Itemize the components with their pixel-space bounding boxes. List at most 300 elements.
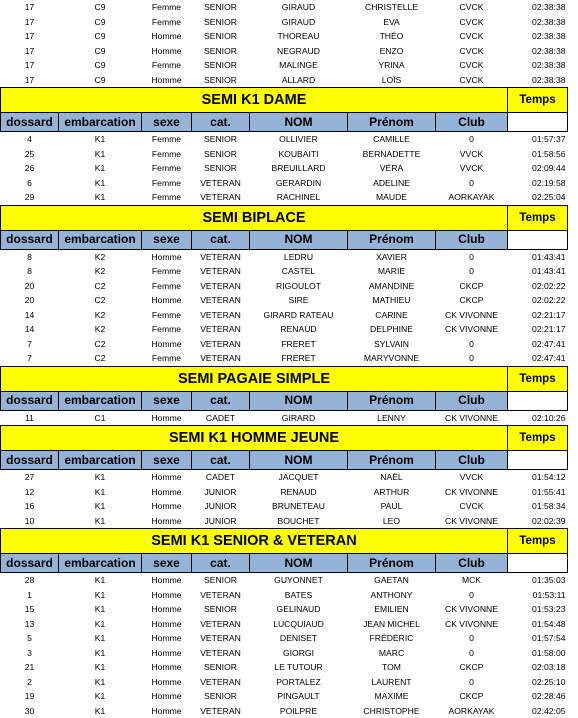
result-row [1, 470, 568, 485]
cell-cat: VETERAN [192, 176, 250, 191]
cell-club: CK VIVONNE [436, 485, 508, 500]
cell-sexe: Homme [142, 29, 192, 44]
cell-sexe: Femme [142, 351, 192, 366]
cell-temps: 02:38:38 [508, 0, 568, 15]
cell-embarcation: K1 [59, 660, 142, 675]
result-row [1, 176, 568, 191]
result-row [1, 322, 568, 337]
result-row [1, 588, 568, 603]
column-header-blank [508, 391, 568, 410]
result-row [1, 485, 568, 500]
cell-embarcation: C9 [59, 73, 142, 88]
cell-embarcation: C9 [59, 58, 142, 73]
cell-dossard: 20 [1, 279, 59, 294]
column-header-blank [508, 113, 568, 132]
cell-nom: GELINAUD [250, 602, 348, 617]
column-header-row [1, 230, 568, 249]
result-row [1, 514, 568, 529]
cell-dossard: 30 [1, 704, 59, 718]
column-header-nom: NOM [250, 113, 348, 132]
cell-temps: 01:57:54 [508, 631, 568, 646]
cell-club: 0 [436, 675, 508, 690]
cell-temps: 02:03:18 [508, 660, 568, 675]
column-header-embarcation: embarcation [59, 451, 142, 470]
column-header-row [1, 451, 568, 470]
cell-cat: VETERAN [192, 279, 250, 294]
cell-prenom: LOÏS [348, 73, 436, 88]
cell-cat: VETERAN [192, 631, 250, 646]
cell-club: CK VIVONNE [436, 514, 508, 529]
cell-nom: RENAUD [250, 322, 348, 337]
cell-sexe: Homme [142, 470, 192, 485]
column-header-embarcation: embarcation [59, 391, 142, 410]
column-header-sexe: sexe [142, 230, 192, 249]
cell-dossard: 12 [1, 485, 59, 500]
cell-nom: PORTALEZ [250, 675, 348, 690]
cell-prenom: PAUL [348, 499, 436, 514]
cell-embarcation: K1 [59, 470, 142, 485]
cell-embarcation: K1 [59, 675, 142, 690]
cell-temps: 02:02:22 [508, 279, 568, 294]
column-header-row [1, 113, 568, 132]
cell-club: CKCP [436, 293, 508, 308]
cell-dossard: 26 [1, 161, 59, 176]
cell-dossard: 4 [1, 132, 59, 147]
cell-prenom: CHRISTELLE [348, 0, 436, 15]
column-header-cat: cat. [192, 230, 250, 249]
cell-cat: SENIOR [192, 29, 250, 44]
cell-prenom: MATHIEU [348, 293, 436, 308]
cell-dossard: 27 [1, 470, 59, 485]
cell-temps: 01:53:11 [508, 588, 568, 603]
cell-cat: VETERAN [192, 190, 250, 205]
cell-sexe: Homme [142, 675, 192, 690]
cell-dossard: 6 [1, 176, 59, 191]
cell-club: MCK [436, 573, 508, 588]
result-row [1, 29, 568, 44]
cell-sexe: Femme [142, 132, 192, 147]
cell-embarcation: K1 [59, 631, 142, 646]
column-header-dossard: dossard [1, 113, 59, 132]
cell-nom: BOUCHET [250, 514, 348, 529]
cell-sexe: Homme [142, 73, 192, 88]
cell-sexe: Homme [142, 588, 192, 603]
column-header-embarcation: embarcation [59, 230, 142, 249]
result-row [1, 132, 568, 147]
cell-sexe: Homme [142, 410, 192, 426]
cell-embarcation: K1 [59, 176, 142, 191]
cell-sexe: Homme [142, 631, 192, 646]
cell-prenom: TOM [348, 660, 436, 675]
results-table-body [1, 0, 568, 718]
cell-nom: GIRAUD [250, 0, 348, 15]
column-header-blank [508, 451, 568, 470]
result-row [1, 675, 568, 690]
cell-temps: 01:35:03 [508, 573, 568, 588]
cell-cat: JUNIOR [192, 514, 250, 529]
cell-prenom: MAUDE [348, 190, 436, 205]
cell-nom: CASTEL [250, 264, 348, 279]
cell-sexe: Femme [142, 308, 192, 323]
cell-dossard: 17 [1, 73, 59, 88]
cell-club: 0 [436, 631, 508, 646]
cell-sexe: Homme [142, 573, 192, 588]
cell-prenom: BERNADETTE [348, 147, 436, 162]
cell-embarcation: K1 [59, 132, 142, 147]
column-header-sexe: sexe [142, 451, 192, 470]
section-title-row [1, 529, 568, 554]
cell-club: CK VIVONNE [436, 322, 508, 337]
column-header-embarcation: embarcation [59, 113, 142, 132]
cell-sexe: Homme [142, 337, 192, 352]
cell-temps: 02:25:10 [508, 675, 568, 690]
column-header-dossard: dossard [1, 451, 59, 470]
cell-nom: ALLARD [250, 73, 348, 88]
cell-nom: GUYONNET [250, 573, 348, 588]
column-header-nom: NOM [250, 554, 348, 573]
cell-temps: 01:53:23 [508, 602, 568, 617]
cell-cat: VETERAN [192, 322, 250, 337]
result-row [1, 646, 568, 661]
column-header-club: Club [436, 230, 508, 249]
cell-temps: 02:19:58 [508, 176, 568, 191]
cell-nom: RENAUD [250, 485, 348, 500]
cell-embarcation: C9 [59, 44, 142, 59]
cell-prenom: MARC [348, 646, 436, 661]
cell-cat: SENIOR [192, 660, 250, 675]
cell-cat: VETERAN [192, 646, 250, 661]
cell-club: VVCK [436, 470, 508, 485]
cell-nom: LEDRU [250, 249, 348, 264]
cell-club: CKCP [436, 660, 508, 675]
cell-temps: 02:38:38 [508, 58, 568, 73]
cell-club: CVCK [436, 73, 508, 88]
result-row [1, 190, 568, 205]
cell-embarcation: C9 [59, 29, 142, 44]
result-row [1, 602, 568, 617]
cell-nom: RACHINEL [250, 190, 348, 205]
result-row [1, 689, 568, 704]
cell-embarcation: K2 [59, 264, 142, 279]
cell-cat: SENIOR [192, 73, 250, 88]
cell-dossard: 19 [1, 689, 59, 704]
result-row [1, 0, 568, 15]
cell-cat: VETERAN [192, 337, 250, 352]
cell-club: 0 [436, 176, 508, 191]
cell-embarcation: K1 [59, 704, 142, 718]
cell-dossard: 8 [1, 264, 59, 279]
section-title-row [1, 366, 568, 391]
cell-club: CK VIVONNE [436, 617, 508, 632]
section-title-row [1, 88, 568, 113]
cell-nom: BATES [250, 588, 348, 603]
cell-prenom: GAETAN [348, 573, 436, 588]
cell-sexe: Femme [142, 322, 192, 337]
cell-cat: VETERAN [192, 264, 250, 279]
cell-cat: SENIOR [192, 602, 250, 617]
cell-nom: GIRARD [250, 410, 348, 426]
cell-club: AORKAYAK [436, 704, 508, 718]
cell-embarcation: K1 [59, 602, 142, 617]
cell-dossard: 2 [1, 675, 59, 690]
cell-nom: GIRAUD [250, 15, 348, 30]
cell-temps: 02:25:04 [508, 190, 568, 205]
column-header-club: Club [436, 554, 508, 573]
cell-temps: 02:38:38 [508, 44, 568, 59]
temps-header: Temps [508, 205, 568, 230]
cell-sexe: Femme [142, 15, 192, 30]
cell-prenom: MARYVONNE [348, 351, 436, 366]
cell-embarcation: K2 [59, 308, 142, 323]
cell-cat: VETERAN [192, 675, 250, 690]
cell-sexe: Femme [142, 279, 192, 294]
cell-prenom: NAËL [348, 470, 436, 485]
cell-embarcation: K1 [59, 190, 142, 205]
column-header-embarcation: embarcation [59, 554, 142, 573]
column-header-nom: NOM [250, 230, 348, 249]
cell-temps: 01:43:41 [508, 264, 568, 279]
column-header-club: Club [436, 451, 508, 470]
cell-embarcation: K1 [59, 588, 142, 603]
cell-prenom: MAXIME [348, 689, 436, 704]
cell-nom: LE TUTOUR [250, 660, 348, 675]
cell-dossard: 17 [1, 15, 59, 30]
column-header-dossard: dossard [1, 391, 59, 410]
cell-embarcation: C2 [59, 351, 142, 366]
cell-sexe: Femme [142, 161, 192, 176]
cell-dossard: 17 [1, 29, 59, 44]
cell-temps: 01:58:00 [508, 646, 568, 661]
cell-prenom: ARTHUR [348, 485, 436, 500]
section-title: SEMI K1 SENIOR & VETERAN [1, 529, 508, 554]
column-header-prenom: Prénom [348, 554, 436, 573]
cell-embarcation: C2 [59, 337, 142, 352]
cell-cat: SENIOR [192, 689, 250, 704]
cell-cat: VETERAN [192, 293, 250, 308]
cell-dossard: 28 [1, 573, 59, 588]
cell-prenom: MARIE [348, 264, 436, 279]
column-header-sexe: sexe [142, 554, 192, 573]
cell-dossard: 17 [1, 58, 59, 73]
cell-sexe: Homme [142, 293, 192, 308]
cell-club: AORKAYAK [436, 190, 508, 205]
cell-dossard: 11 [1, 410, 59, 426]
column-header-dossard: dossard [1, 554, 59, 573]
cell-cat: CADET [192, 410, 250, 426]
cell-club: CKCP [436, 279, 508, 294]
cell-cat: SENIOR [192, 0, 250, 15]
cell-dossard: 17 [1, 44, 59, 59]
column-header-club: Club [436, 391, 508, 410]
cell-nom: THOREAU [250, 29, 348, 44]
temps-header: Temps [508, 529, 568, 554]
cell-sexe: Femme [142, 58, 192, 73]
cell-embarcation: C2 [59, 279, 142, 294]
cell-sexe: Femme [142, 264, 192, 279]
cell-dossard: 7 [1, 351, 59, 366]
cell-sexe: Femme [142, 190, 192, 205]
cell-cat: CADET [192, 470, 250, 485]
cell-club: CVCK [436, 0, 508, 15]
result-row [1, 249, 568, 264]
cell-sexe: Homme [142, 689, 192, 704]
cell-nom: RIGOULOT [250, 279, 348, 294]
cell-nom: PINGAULT [250, 689, 348, 704]
cell-prenom: FRÉDÉRIC [348, 631, 436, 646]
result-row [1, 44, 568, 59]
column-header-dossard: dossard [1, 230, 59, 249]
cell-embarcation: K1 [59, 161, 142, 176]
cell-dossard: 14 [1, 322, 59, 337]
cell-dossard: 1 [1, 588, 59, 603]
cell-prenom: XAVIER [348, 249, 436, 264]
cell-temps: 02:10:26 [508, 410, 568, 426]
cell-prenom: EMILIEN [348, 602, 436, 617]
cell-temps: 01:57:37 [508, 132, 568, 147]
cell-sexe: Homme [142, 704, 192, 718]
cell-prenom: CARINE [348, 308, 436, 323]
cell-temps: 01:43:41 [508, 249, 568, 264]
cell-club: CVCK [436, 15, 508, 30]
cell-nom: DENISET [250, 631, 348, 646]
cell-sexe: Homme [142, 617, 192, 632]
cell-cat: SENIOR [192, 15, 250, 30]
cell-sexe: Homme [142, 485, 192, 500]
result-row [1, 308, 568, 323]
result-row [1, 147, 568, 162]
cell-prenom: CAMILLE [348, 132, 436, 147]
cell-nom: POILPRE [250, 704, 348, 718]
result-row [1, 499, 568, 514]
cell-temps: 02:21:17 [508, 322, 568, 337]
cell-nom: BREUILLARD [250, 161, 348, 176]
cell-club: 0 [436, 646, 508, 661]
cell-dossard: 16 [1, 499, 59, 514]
result-row [1, 410, 568, 426]
cell-temps: 02:47:41 [508, 337, 568, 352]
cell-temps: 02:21:17 [508, 308, 568, 323]
temps-header: Temps [508, 88, 568, 113]
cell-club: 0 [436, 132, 508, 147]
cell-temps: 02:42:05 [508, 704, 568, 718]
cell-prenom: LEO [348, 514, 436, 529]
cell-sexe: Homme [142, 249, 192, 264]
column-header-prenom: Prénom [348, 230, 436, 249]
cell-dossard: 3 [1, 646, 59, 661]
cell-club: CVCK [436, 499, 508, 514]
cell-prenom: DELPHINE [348, 322, 436, 337]
cell-prenom: ENZO [348, 44, 436, 59]
column-header-nom: NOM [250, 391, 348, 410]
cell-cat: JUNIOR [192, 485, 250, 500]
column-header-prenom: Prénom [348, 391, 436, 410]
cell-dossard: 21 [1, 660, 59, 675]
cell-dossard: 29 [1, 190, 59, 205]
cell-cat: SENIOR [192, 161, 250, 176]
cell-club: 0 [436, 249, 508, 264]
result-row [1, 293, 568, 308]
cell-dossard: 17 [1, 0, 59, 15]
cell-prenom: THÉO [348, 29, 436, 44]
cell-temps: 02:02:39 [508, 514, 568, 529]
temps-header: Temps [508, 426, 568, 451]
cell-nom: OLLIVIER [250, 132, 348, 147]
cell-nom: FRERET [250, 351, 348, 366]
cell-temps: 01:54:12 [508, 470, 568, 485]
result-row [1, 161, 568, 176]
cell-cat: JUNIOR [192, 499, 250, 514]
cell-prenom: CHRISTOPHE [348, 704, 436, 718]
cell-nom: JACQUET [250, 470, 348, 485]
column-header-cat: cat. [192, 451, 250, 470]
cell-cat: VETERAN [192, 308, 250, 323]
cell-club: 0 [436, 337, 508, 352]
cell-cat: VETERAN [192, 249, 250, 264]
cell-dossard: 10 [1, 514, 59, 529]
cell-sexe: Femme [142, 147, 192, 162]
cell-embarcation: K1 [59, 514, 142, 529]
cell-club: CVCK [436, 58, 508, 73]
cell-embarcation: C1 [59, 410, 142, 426]
section-title: SEMI PAGAIE SIMPLE [1, 366, 508, 391]
cell-dossard: 20 [1, 293, 59, 308]
cell-dossard: 5 [1, 631, 59, 646]
cell-sexe: Homme [142, 514, 192, 529]
cell-temps: 02:02:22 [508, 293, 568, 308]
result-row [1, 573, 568, 588]
cell-sexe: Homme [142, 602, 192, 617]
column-header-blank [508, 554, 568, 573]
cell-cat: SENIOR [192, 132, 250, 147]
cell-temps: 02:09:44 [508, 161, 568, 176]
cell-dossard: 14 [1, 308, 59, 323]
cell-club: VVCK [436, 161, 508, 176]
cell-embarcation: C2 [59, 293, 142, 308]
result-row [1, 631, 568, 646]
cell-cat: VETERAN [192, 351, 250, 366]
cell-temps: 02:28:46 [508, 689, 568, 704]
cell-sexe: Homme [142, 499, 192, 514]
cell-sexe: Femme [142, 0, 192, 15]
cell-temps: 01:58:56 [508, 147, 568, 162]
result-row [1, 617, 568, 632]
cell-dossard: 7 [1, 337, 59, 352]
section-title: SEMI BIPLACE [1, 205, 508, 230]
cell-embarcation: K1 [59, 499, 142, 514]
cell-prenom: YRINA [348, 58, 436, 73]
cell-prenom: ADELINE [348, 176, 436, 191]
column-header-row [1, 391, 568, 410]
column-header-sexe: sexe [142, 391, 192, 410]
cell-sexe: Homme [142, 646, 192, 661]
cell-club: 0 [436, 351, 508, 366]
cell-cat: VETERAN [192, 588, 250, 603]
cell-embarcation: K1 [59, 485, 142, 500]
cell-embarcation: K1 [59, 689, 142, 704]
cell-embarcation: K1 [59, 147, 142, 162]
cell-club: VVCK [436, 147, 508, 162]
section-title-row [1, 426, 568, 451]
result-row [1, 58, 568, 73]
cell-club: CK VIVONNE [436, 602, 508, 617]
section-title-row [1, 205, 568, 230]
result-row [1, 15, 568, 30]
cell-club: CK VIVONNE [436, 308, 508, 323]
cell-dossard: 8 [1, 249, 59, 264]
cell-prenom: EVA [348, 15, 436, 30]
cell-temps: 01:55:41 [508, 485, 568, 500]
column-header-sexe: sexe [142, 113, 192, 132]
